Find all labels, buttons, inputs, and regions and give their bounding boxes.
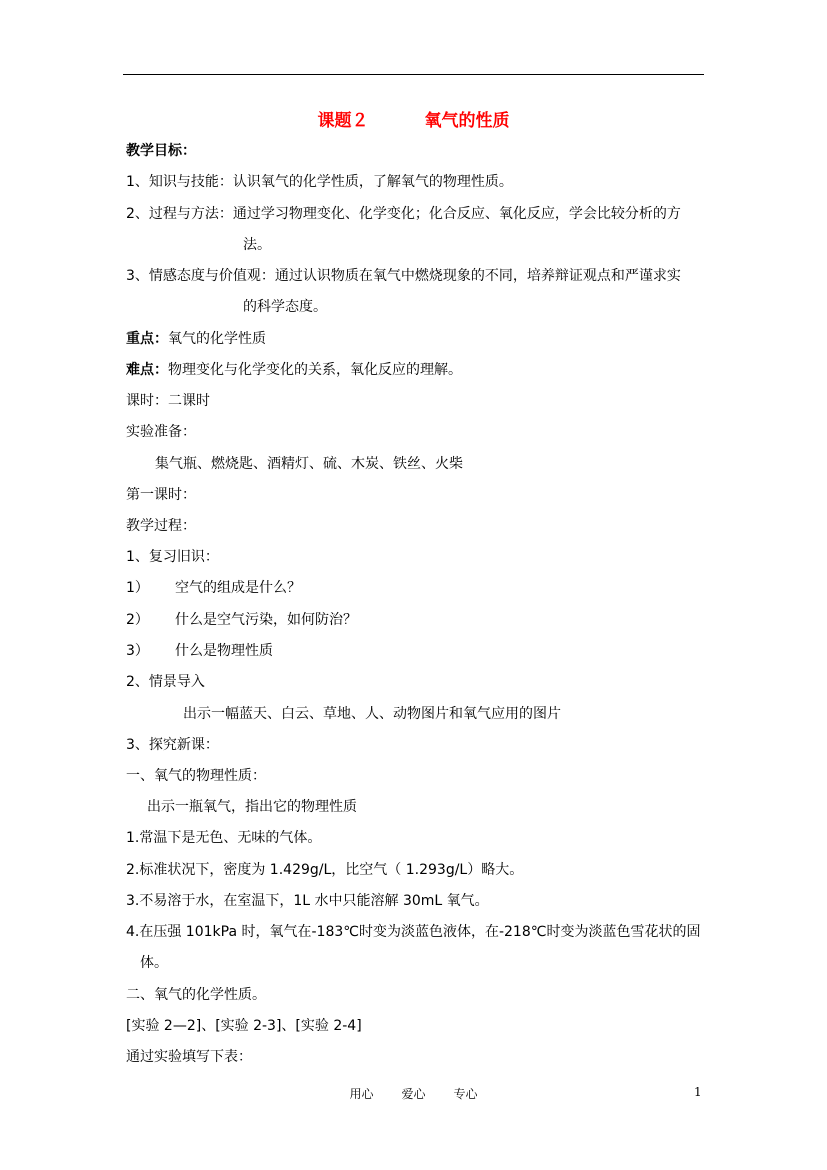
review-heading: 1、复习旧识：	[126, 549, 219, 565]
review-question-2: 什么是空气污染，如何防治？	[175, 612, 357, 628]
objective-2-line-1: 2、过程与方法：通过学习物理变化、化学变化；化合反应、氧化反应，学会比较分析的方	[126, 206, 681, 222]
header-rule	[123, 74, 704, 75]
objective-3-line-2: 的科学态度。	[243, 299, 327, 315]
physical-show: 出示一瓶氧气，指出它的物理性质	[147, 799, 357, 815]
review-question-2-number: 2）	[126, 612, 149, 628]
review-question-1: 空气的组成是什么？	[175, 580, 301, 596]
fill-table-instruction: 通过实验填写下表：	[126, 1049, 252, 1065]
difficulty-label: 难点：	[126, 362, 168, 378]
explore-heading: 3、探究新课：	[126, 737, 219, 753]
physical-property-4-line-1: 4.在压强 101kPa 时，氧气在-183℃时变为淡蓝色液体，在-218℃时变为淡蓝色雪花状的固	[126, 924, 701, 940]
class-hours: 课时：二课时	[126, 393, 210, 409]
page-title	[0, 106, 827, 131]
difficulty	[126, 360, 462, 380]
physical-properties-heading: 一、氧气的物理性质：	[126, 768, 266, 784]
title-lesson-number: 课题２	[317, 111, 369, 131]
lesson-one-heading: 第一课时：	[126, 487, 196, 503]
footer-word-2: 爱心	[401, 1087, 426, 1101]
objective-1: 1、知识与技能：认识氧气的化学性质，了解氧气的物理性质。	[126, 174, 513, 190]
prep-heading: 实验准备：	[126, 424, 196, 440]
difficulty-text: 物理变化与化学变化的关系，氧化反应的理解。	[168, 362, 462, 378]
physical-property-1: 1.常温下是无色、无味的气体。	[126, 830, 322, 846]
objective-3-line-1: 3、情感态度与价值观：通过认识物质在氧气中燃烧现象的不同，培养辩证观点和严谨求实	[126, 268, 681, 284]
objectives-heading: 教学目标：	[126, 143, 196, 159]
footer-word-1: 用心	[349, 1087, 374, 1101]
chemical-properties-heading: 二、氧气的化学性质。	[126, 987, 266, 1003]
review-question-3-number: 3）	[126, 643, 149, 659]
intro-text: 出示一幅蓝天、白云、草地、人、动物图片和氧气应用的图片	[183, 706, 561, 722]
experiments-list: [实验 2—2]、[实验 2-3]、[实验 2-4]	[126, 1018, 362, 1034]
key-point-label: 重点：	[126, 331, 168, 347]
key-point-text: 氧气的化学性质	[168, 331, 266, 347]
footer-motto	[0, 1085, 827, 1102]
physical-property-4-line-2: 体。	[140, 955, 168, 971]
objective-2-line-2: 法。	[243, 237, 271, 253]
intro-heading: 2、情景导入	[126, 674, 205, 690]
review-question-3: 什么是物理性质	[175, 643, 273, 659]
key-point	[126, 329, 266, 349]
title-topic: 氧气的性质	[424, 111, 510, 131]
footer-word-3: 专心	[453, 1087, 478, 1101]
physical-property-3: 3.不易溶于水，在室温下，1L 水中只能溶解 30mL 氧气。	[126, 893, 489, 909]
physical-property-2: 2.标准状况下，密度为 1.429g/L，比空气（ 1.293g/L）略大。	[126, 862, 524, 878]
prep-items: 集气瓶、燃烧匙、酒精灯、硫、木炭、铁丝、火柴	[155, 456, 463, 472]
page-number: 1	[694, 1085, 702, 1099]
review-question-1-number: 1）	[126, 580, 149, 596]
process-heading: 教学过程：	[126, 518, 196, 534]
